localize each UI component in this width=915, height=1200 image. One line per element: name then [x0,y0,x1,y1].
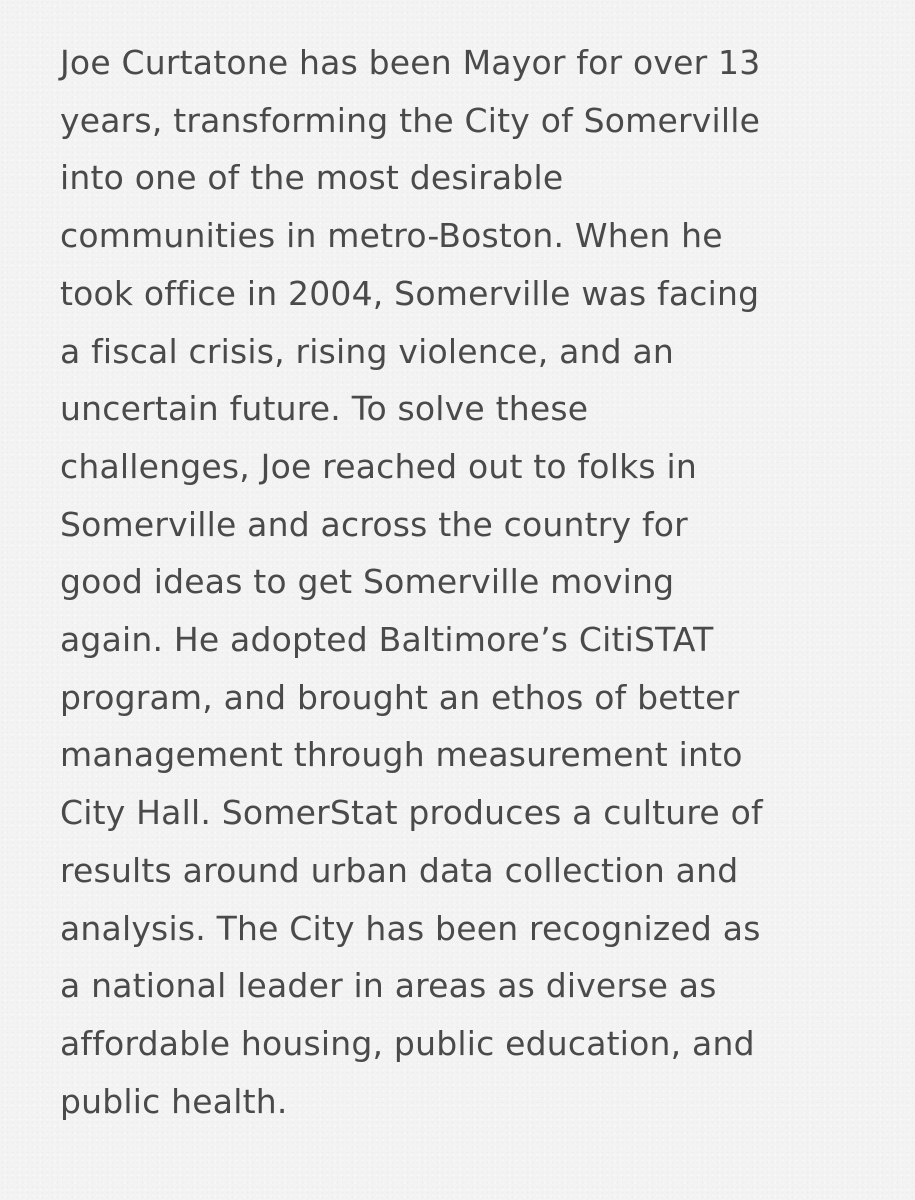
note-line: management through measurement into [60,735,743,775]
note-line: program, and brought an ethos of better [60,677,740,717]
note-line: Joe Curtatone has been Mayor for over 13 [60,43,761,82]
note-line: City Hall. SomerStat produces a culture of [60,793,763,833]
note-line: uncertain future. To solve these [60,389,589,429]
note-line: years, transforming the City of Somerville [60,100,761,140]
note-line: a national leader in areas as diverse as [60,966,717,1006]
note-line: results around urban data collection and [60,850,739,890]
note-line: again. He adopted Baltimore’s CitiSTAT [60,620,714,660]
note-line: communities in metro-Boston. When he [60,216,723,256]
note-line: affordable housing, public education, and [60,1023,755,1063]
note-line: challenges, Joe reached out to folks in [60,446,697,486]
note-body-text[interactable] [60,34,875,1130]
note-line: Somerville and across the country for [60,504,688,544]
note-line: good ideas to get Somerville moving [60,562,675,602]
note-line: into one of the most desirable [60,158,564,198]
note-line: public health. [60,1081,288,1121]
note-line: took office in 2004, Somerville was facing [60,273,760,313]
note-line: a fiscal crisis, rising violence, and an [60,331,674,371]
note-line: analysis. The City has been recognized as [60,908,761,948]
